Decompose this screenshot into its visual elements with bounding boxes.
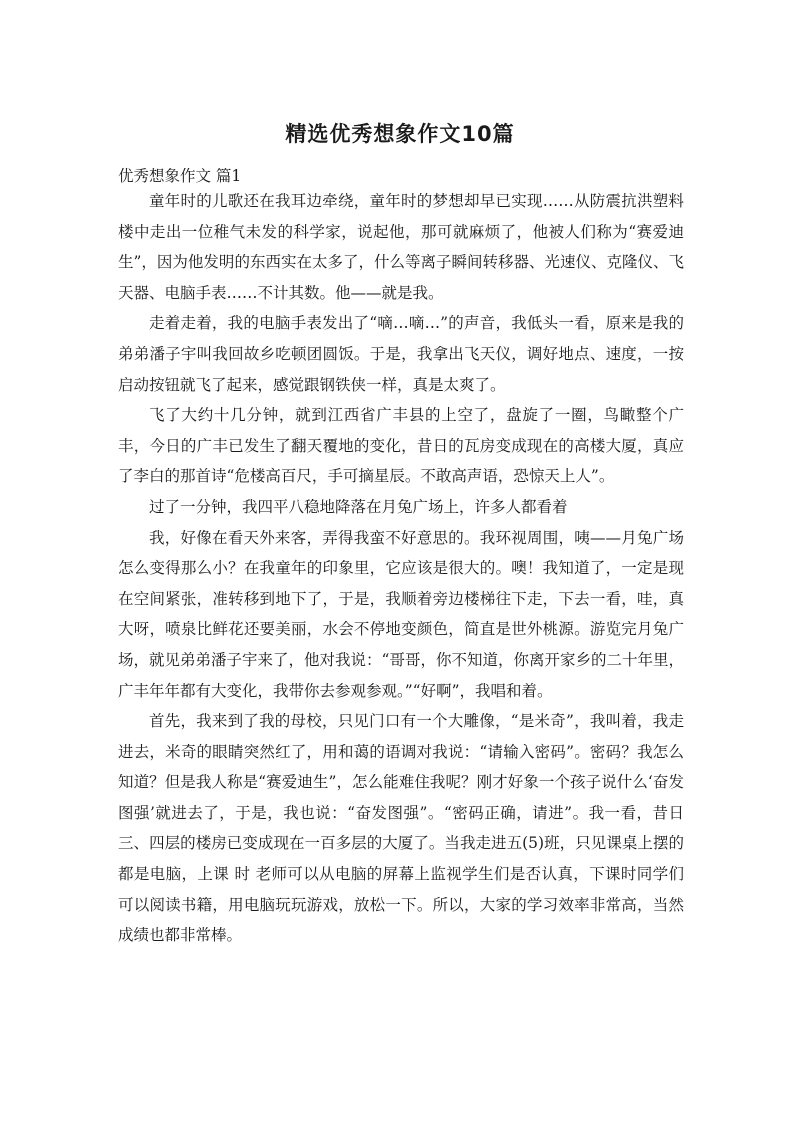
document-title: 精选优秀想象作文10篇 <box>285 122 515 146</box>
essay-paragraph: 过了一分钟，我四平八稳地降落在月兔广场上，许多人都看着 <box>149 497 568 516</box>
essay-paragraph: 首先，我来到了我的母校，只见门口有一个大雕像，“是米奇”，我叫着，我走进去，米奇的眼睛突然红了，用和蔼的语调对我说：“请输入密码”。密码？我怎么知道？但是我人称是“赛爱迪生”，怎么能难住我呢？刚才好象一个孩子说什么‘奋发图强’就进去了，于是，我也说：“奋发图强”。“密码正确，请进”。我一看，昔日三、四层的楼房已变成现在一百多层的大厦了。当我走进五(5)班，只见课桌上摆的都是电脑，上课 时 老师可以从电脑的屏幕上监视学生们是否认真，下课时同学们可以阅读书籍，用电脑玩玩游戏，放松一下。所以，大家的学习效率非常高，当然成绩也都非常棒。 <box>118 712 684 945</box>
essay-paragraph: 我，好像在看天外来客，弄得我蛮不好意思的。我环视周围，咦——月兔广场怎么变得那么小？在我童年的印象里，它应该是很大的。噢！我知道了，一定是现在空间紧张，准转移到地下了，于是，我顺着旁边楼梯往下走，下去一看，哇，真大呀，喷泉比鲜花还要美丽，水会不停地变颜色，简直是世外桃源。游览完月兔广场，就见弟弟潘子宇来了，他对我说：“哥哥，你不知道，你离开家乡的二十年里，广丰年年都有大变化，我带你去参观参观。”“好啊”，我唱和着。 <box>118 528 684 700</box>
essay-heading: 优秀想象作文 篇1 <box>118 167 242 185</box>
essay-paragraph: 飞了大约十几分钟，就到江西省广丰县的上空了，盘旋了一圈，鸟瞰整个广丰，今日的广丰已发生了翻天覆地的变化，昔日的瓦房变成现在的高楼大厦，真应了李白的那首诗“危楼高百尺，手可摘星辰。不敢高声语，恐惊天上人”。 <box>118 406 684 486</box>
essay-paragraph: 童年时的儿歌还在我耳边牵绕，童年时的梦想却早已实现……从防震抗洪塑料楼中走出一位稚气未发的科学家，说起他，那可就麻烦了，他被人们称为“赛爱迪生”，因为他发明的东西实在太多了，什么等离子瞬间转移器、光速仪、克隆仪、飞天器、电脑手表……不计其数。他——就是我。 <box>118 192 684 302</box>
essay-paragraph: 走着走着，我的电脑手表发出了“嘀…嘀…”的声音，我低头一看，原来是我的弟弟潘子宇叫我回故乡吃顿团圆饭。于是，我拿出飞天仪，调好地点、速度，一按启动按钮就飞了起来，感觉跟钢铁侠一样，真是太爽了。 <box>118 314 684 394</box>
essay-body <box>118 186 684 951</box>
